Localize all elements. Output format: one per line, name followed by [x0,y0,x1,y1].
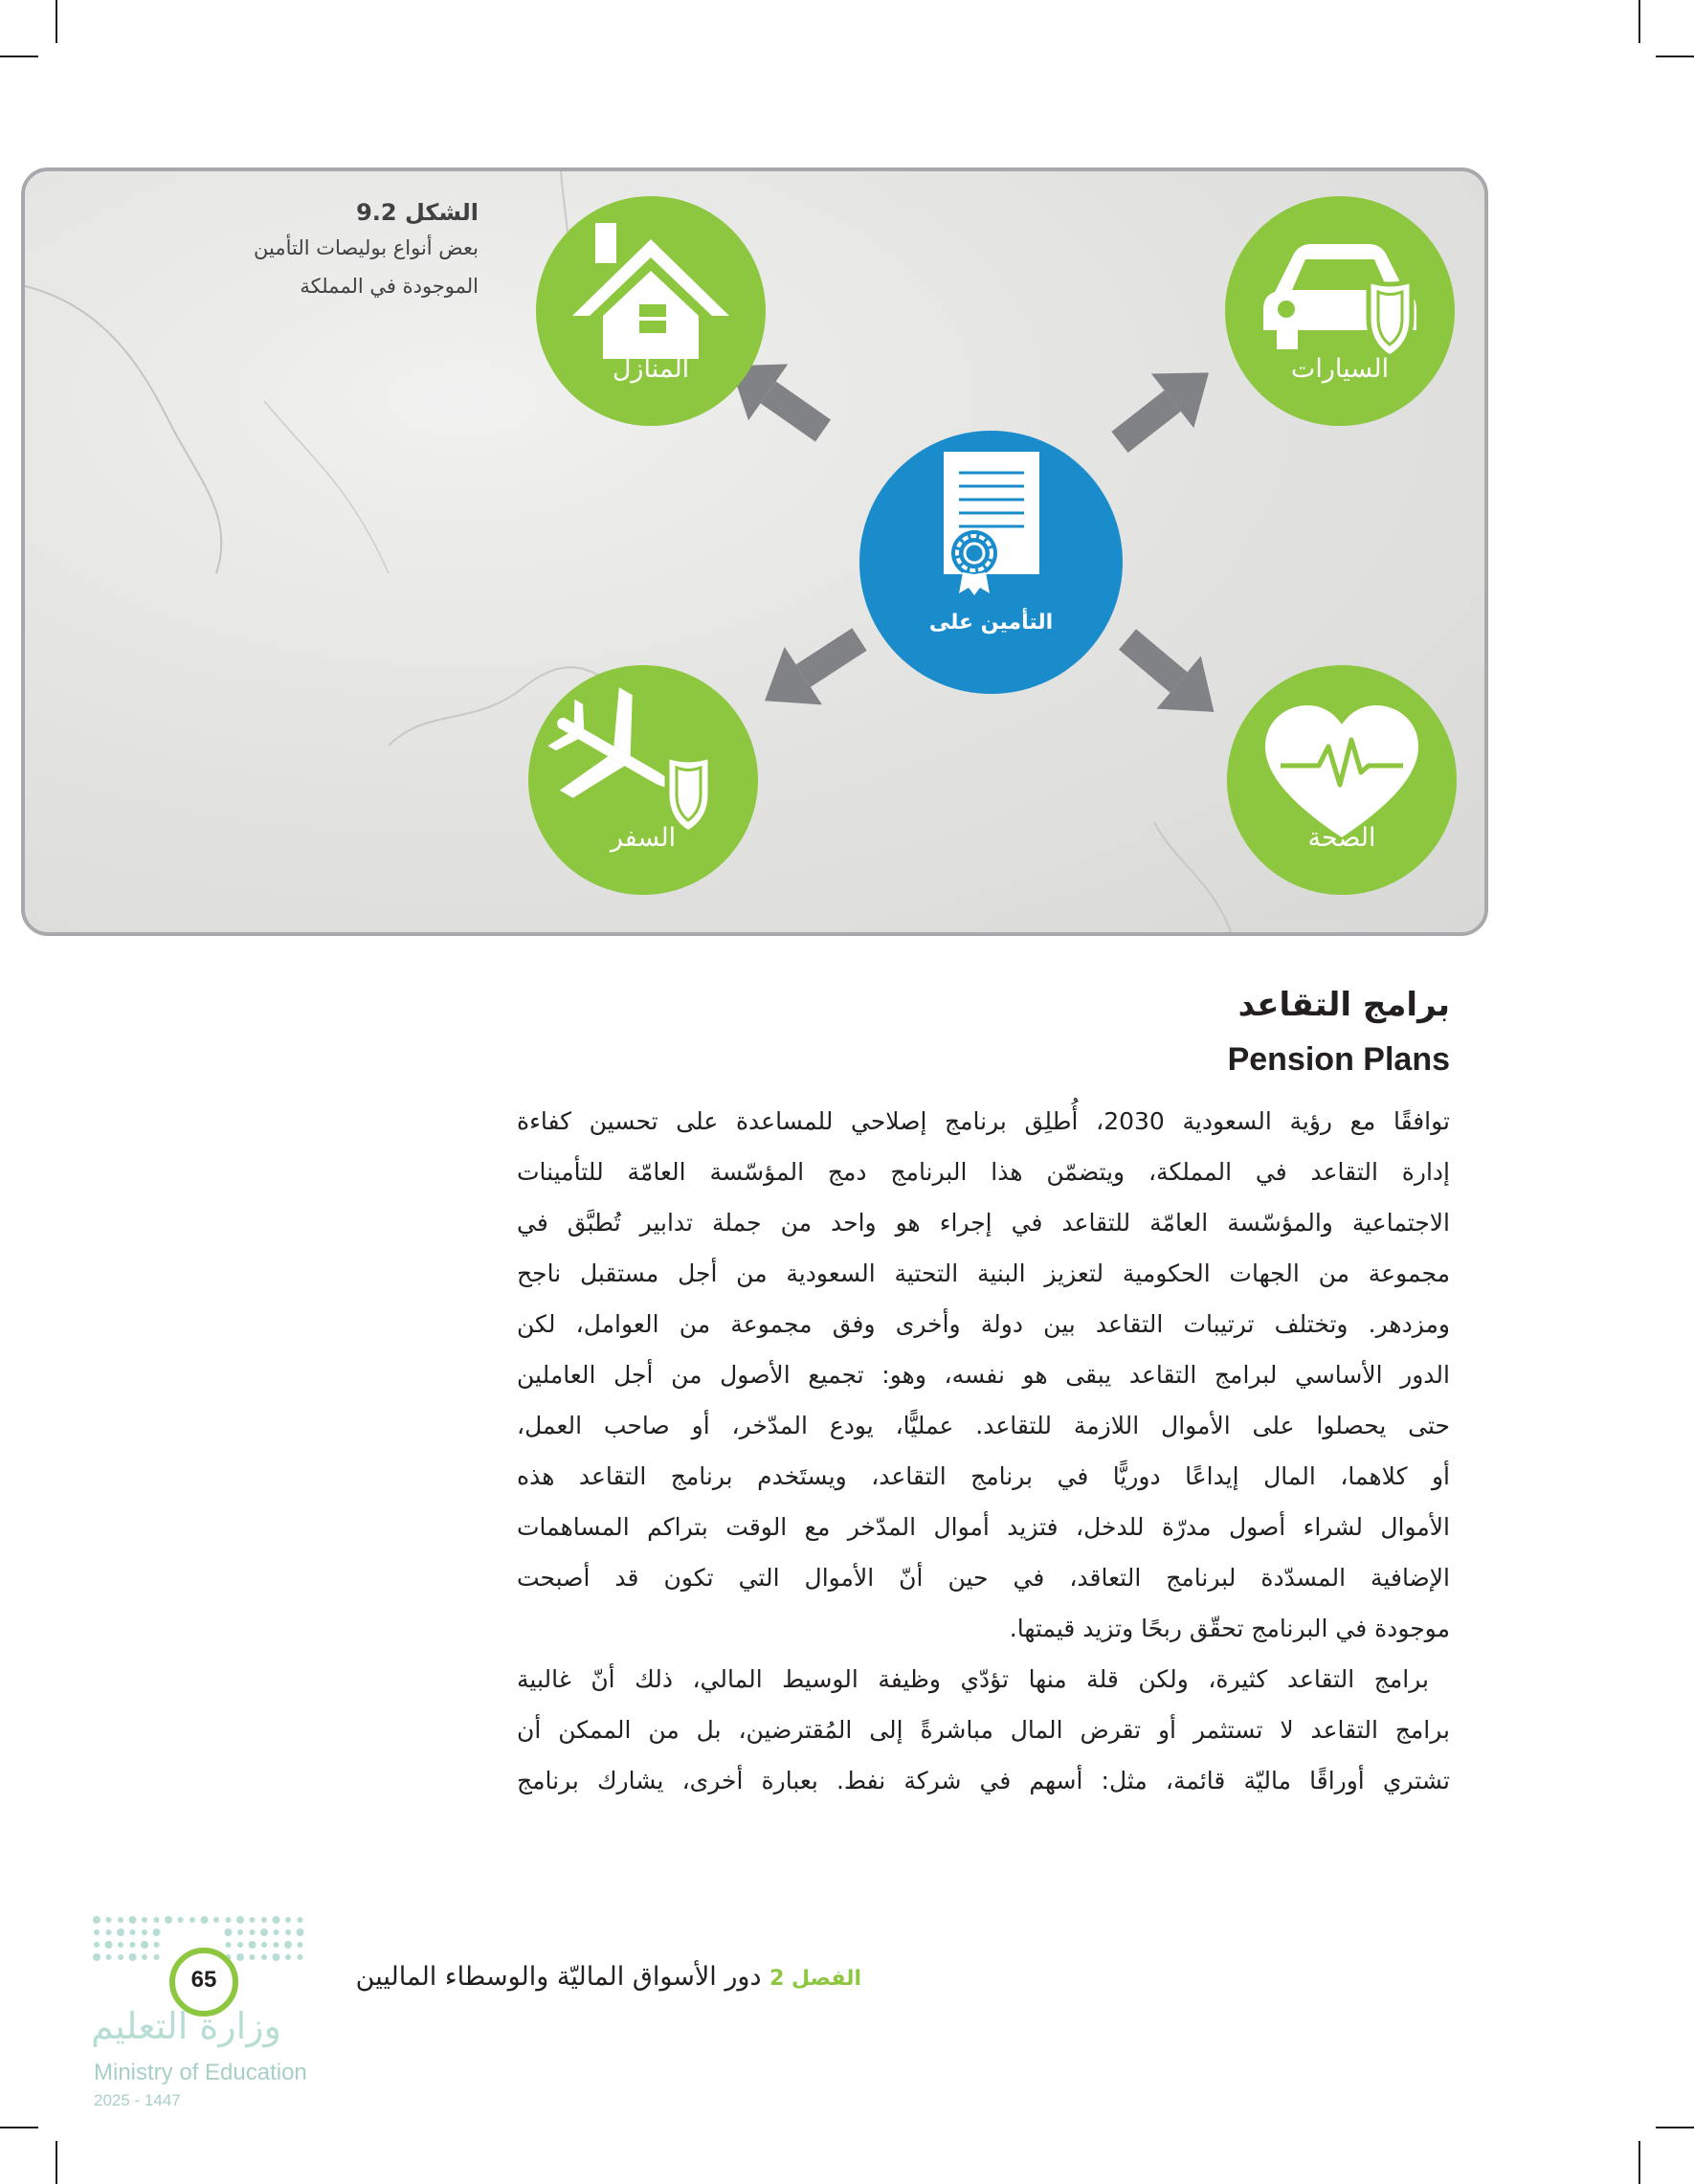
logo-dot [250,1954,256,1960]
node-label-travel: السفر [610,823,677,853]
node-label-cars: السيارات [1290,354,1390,384]
logo-dot [249,1941,256,1949]
ministry-year: 2025 - 1447 [94,2091,181,2109]
chapter-title: دور الأسواق الماليّة والوسطاء الماليين [355,1962,762,1992]
footer-chapter [356,1962,861,1992]
logo-dot [274,1929,279,1935]
logo-dot [237,1942,243,1948]
arrow-to-health [1105,613,1237,738]
logo-dot [226,1942,232,1948]
logo-dot [154,1917,160,1923]
logo-dot [129,1916,137,1924]
logo-dot [129,1953,137,1961]
logo-dot [105,1941,113,1949]
page-number: 65 [190,1967,217,1993]
node-center-insurance [859,431,1123,694]
logo-dot [94,1942,100,1948]
node-label-health: الصحة [1307,823,1376,853]
paragraph-line: ومزدهر. وتختلف ترتيبات التقاعد بين دولة وأخرى وفق مجموعة من العوامل، لكن [517,1310,1450,1338]
paragraph-line: الاجتماعية والمؤسّسة العامّة للتقاعد في إجراء هو واحد من جملة تدابير تُطبَّق في [517,1209,1450,1237]
logo-dot [106,1954,112,1960]
node-homes [536,196,766,426]
logo-dot [189,1917,195,1923]
section-heading-ar: برامج التقاعد [1237,986,1450,1024]
logo-dot [106,1929,112,1935]
logo-dot [274,1942,279,1948]
paragraph-line: إدارة التقاعد في المملكة، ويتضمّن هذا البرنامج دمج المؤسّسة العامّة للتأمينات [517,1158,1450,1186]
logo-dot [141,1941,148,1949]
logo-dot [297,1928,304,1936]
crop-mark [1656,2127,1694,2128]
paragraph-line: مجموعة من الجهات الحكومية لتعزيز البنية التحتية السعودية من أجل مستقبل ناجح [517,1259,1450,1287]
node-cars [1225,196,1455,426]
logo-dot [285,1954,291,1960]
logo-dot [273,1916,280,1924]
logo-dot [142,1917,147,1923]
arrow-to-travel [746,611,878,730]
logo-dot [273,1953,280,1961]
logo-dot [261,1917,267,1923]
node-travel [528,665,758,895]
logo-dot [226,1917,232,1923]
logo-dot [117,1928,124,1936]
paragraph-line: برامج التقاعد لا تستثمر أو تقرض المال مباشرةً إلى المُقترضين، بل من الممكن أن [517,1716,1450,1744]
logo-dot [165,1916,172,1924]
plane-shield-icon [528,665,758,895]
logo-dot [153,1928,161,1936]
body-paragraphs [517,1096,1450,1806]
logo-dot [261,1942,267,1948]
logo-dot [285,1929,291,1935]
logo-dot [130,1929,136,1935]
logo-dot [94,1929,100,1935]
logo-dot [201,1916,209,1924]
paragraph-line: توافقًا مع رؤية السعودية 2030، أُطلِق برنامج إصلاحي للمساعدة على تحسين كفاءة [517,1107,1450,1135]
logo-dot [213,1917,219,1923]
paragraph-line: الإضافية المسدّدة لبرنامج التعاقد، في حين أنّ الأموال التي تكون قد أصبحت [517,1564,1450,1592]
paragraph-line: حتى يحصلوا على الأموال اللازمة للتقاعد. عمليًّا، يودع المدّخر، أو صاحب العمل، [517,1412,1450,1439]
certificate-icon [859,431,1123,694]
logo-dot [236,1953,244,1961]
car-shield-icon [1225,196,1455,426]
logo-dot [118,1917,123,1923]
logo-dot [118,1942,123,1948]
crop-mark [1638,2141,1640,2184]
house-icon [536,196,766,426]
ministry-name-ar: وزارة التعليم [91,2005,281,2047]
caption-line: الموجودة في المملكة [300,275,479,298]
caption-title: الشكل 9.2 [356,199,479,226]
logo-dot [142,1954,147,1960]
logo-dot [93,1916,100,1924]
logo-dot [284,1941,292,1949]
ministry-name-en: Ministry of Education [94,2060,307,2085]
paragraph-line: الدور الأساسي لبرامج التقاعد يبقى هو نفسه، وهو: تجميع الأصول من أجل العاملين [517,1361,1450,1389]
logo-dot [260,1928,268,1936]
logo-dot [154,1942,160,1948]
paragraph-line: أو كلاهما، المال إيداعًا دوريًّا في برنامج التقاعد، ويستَخدم برنامج التقاعد هذه [517,1462,1450,1490]
logo-dot [178,1917,184,1923]
logo-dot [250,1917,256,1923]
logo-dot [261,1954,267,1960]
section-heading-en: Pension Plans [1227,1041,1450,1078]
chapter-label: الفصل 2 [769,1967,861,1991]
logo-dot [118,1954,123,1960]
paragraph-line: برامج التقاعد كثيرة، ولكن قلة منها تؤدّي وظيفة الوسيط المالي، ذلك أنّ غالبية [517,1665,1429,1693]
logo-dot [237,1929,243,1935]
paragraph-line: موجودة في البرنامج تحقّق ربحًا وتزيد قيمتها. [1009,1615,1450,1642]
logo-dot [298,1917,303,1923]
logo-dot [298,1942,303,1948]
caption-line: بعض أنواع بوليصات التأمين [254,236,479,259]
crop-mark [0,2127,38,2128]
logo-dot [298,1954,303,1960]
logo-dot [93,1953,100,1961]
paragraph-line: الأموال لشراء أصول مدرّة للدخل، فتزيد أموال المدّخر مع الوقت بتراكم المساهمات [517,1513,1450,1541]
logo-dot [285,1917,291,1923]
logo-dot [250,1929,256,1935]
node-health [1227,665,1457,895]
logo-dot [130,1942,136,1948]
logo-dot [236,1916,244,1924]
heart-pulse-icon [1227,665,1457,895]
node-label-homes: المنازل [612,354,690,384]
logo-dot [142,1929,147,1935]
center-label: التأمين على [928,611,1054,635]
crop-mark [56,2141,57,2184]
paragraph-line: تشتري أوراقًا ماليّة قائمة، مثل: أسهم في شركة نفط. بعبارة أخرى، يشارك برنامج [517,1767,1450,1794]
logo-dot [106,1917,112,1923]
logo-dot [225,1928,233,1936]
logo-dot [154,1954,160,1960]
